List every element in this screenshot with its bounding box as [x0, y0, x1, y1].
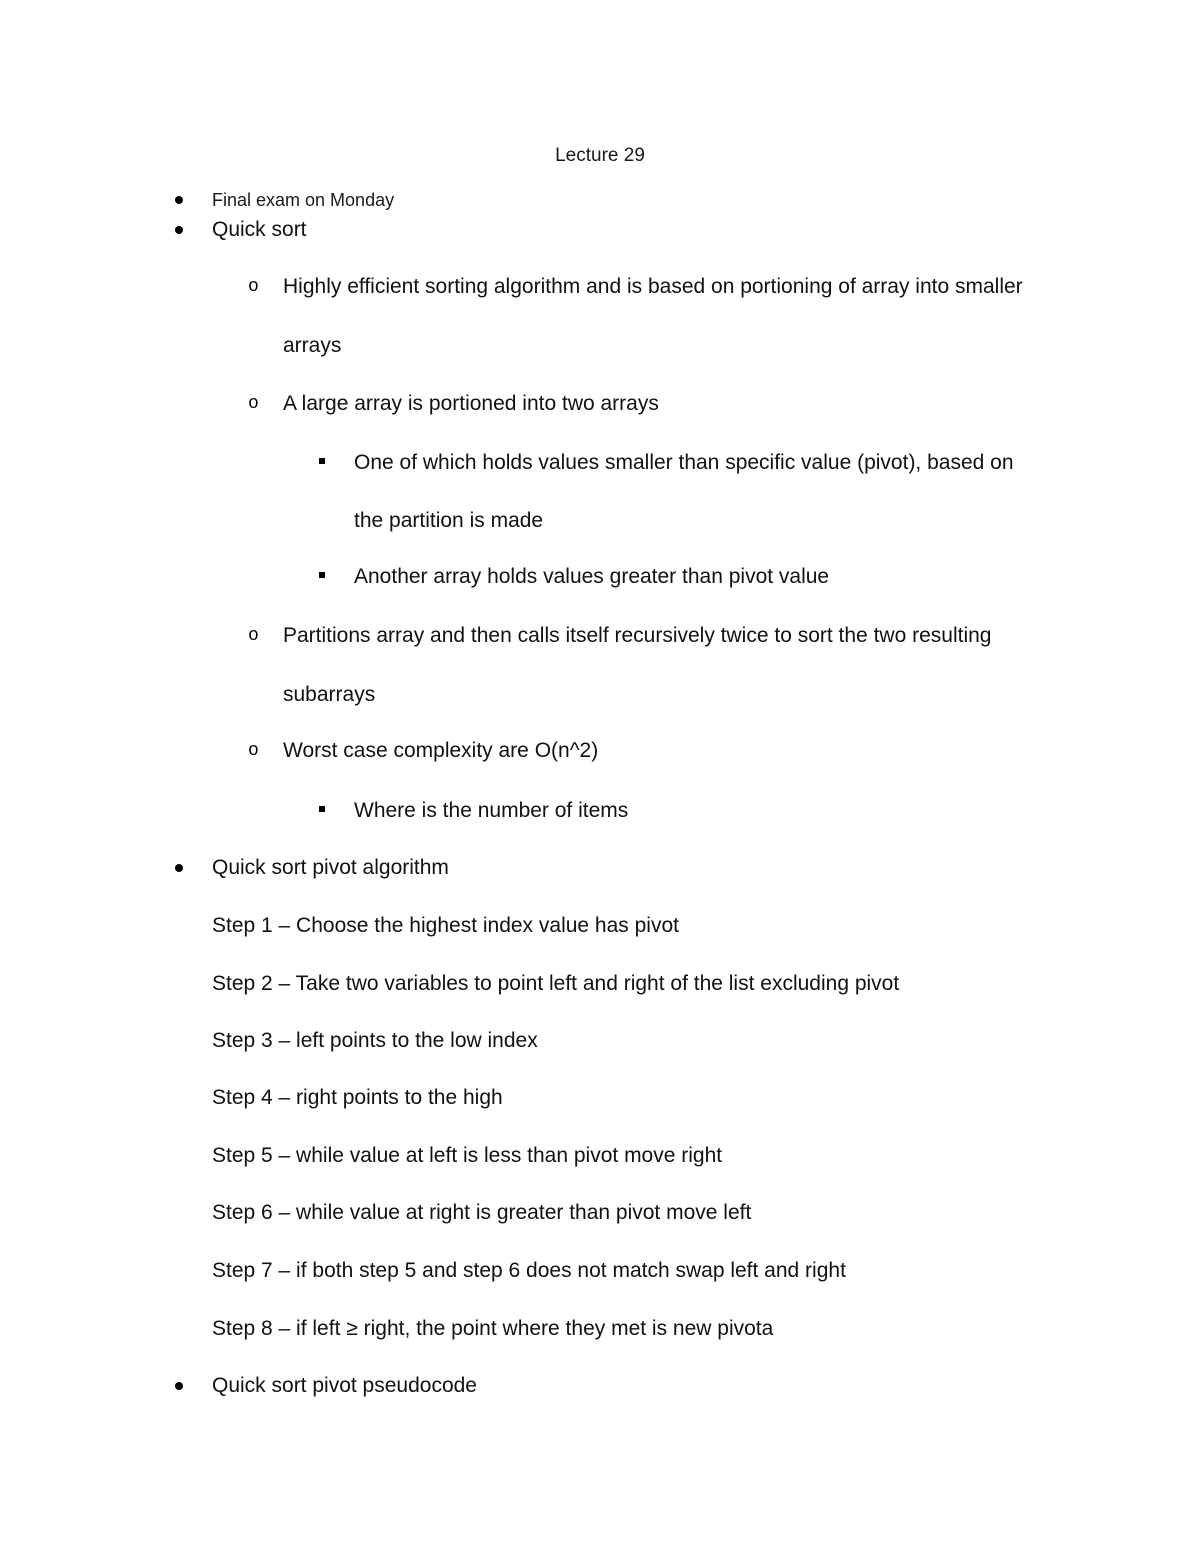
- list-item-qs-point2: A large array is portioned into two arrays: [283, 392, 659, 415]
- square-bullet-icon: [319, 806, 325, 812]
- page-title: Lecture 29: [555, 145, 645, 166]
- step-1: Step 1 – Choose the highest index value has pivot: [212, 914, 679, 937]
- circle-bullet-icon: o: [248, 277, 259, 297]
- circle-bullet-icon: o: [248, 394, 259, 414]
- step-5: Step 5 – while value at left is less than pivot move right: [212, 1144, 723, 1167]
- step-6: Step 6 – while value at right is greater than pivot move left: [212, 1201, 752, 1224]
- list-item-qs-point4-sub1: Where is the number of items: [354, 799, 629, 822]
- list-item-qs-point1-line2: arrays: [283, 334, 342, 357]
- bullet-dot-icon: [175, 196, 183, 204]
- step-8: Step 8 – if left ≥ right, the point where they met is new pivota: [212, 1317, 774, 1340]
- step-7: Step 7 – if both step 5 and step 6 does not match swap left and right: [212, 1259, 846, 1282]
- list-item-qs-point1-line1: Highly efficient sorting algorithm and is based on portioning of array into smaller: [283, 275, 1023, 298]
- circle-bullet-icon: o: [248, 741, 259, 761]
- square-bullet-icon: [319, 572, 325, 578]
- bullet-dot-icon: [175, 1382, 183, 1390]
- step-4: Step 4 – right points to the high: [212, 1086, 503, 1109]
- list-item-final-exam: Final exam on Monday: [212, 190, 395, 210]
- bullet-dot-icon: [175, 226, 183, 234]
- square-bullet-icon: [319, 458, 325, 464]
- circle-bullet-icon: o: [248, 626, 259, 646]
- list-item-pivot-pseudocode: Quick sort pivot pseudocode: [212, 1374, 477, 1397]
- list-item-qs-point2-sub1-line1: One of which holds values smaller than specific value (pivot), based on: [354, 451, 1014, 474]
- list-item-qs-point2-sub1-line2: the partition is made: [354, 509, 544, 532]
- list-item-qs-point2-sub2: Another array holds values greater than pivot value: [354, 565, 830, 588]
- list-item-pivot-algorithm: Quick sort pivot algorithm: [212, 856, 449, 879]
- step-2: Step 2 – Take two variables to point left and right of the list excluding pivot: [212, 972, 900, 995]
- list-item-qs-point3-line1: Partitions array and then calls itself recursively twice to sort the two resulting: [283, 624, 992, 647]
- bullet-dot-icon: [175, 864, 183, 872]
- list-item-qs-point4: Worst case complexity are O(n^2): [283, 739, 599, 762]
- list-item-quick-sort: Quick sort: [212, 218, 307, 241]
- step-3: Step 3 – left points to the low index: [212, 1029, 538, 1052]
- list-item-qs-point3-line2: subarrays: [283, 683, 376, 706]
